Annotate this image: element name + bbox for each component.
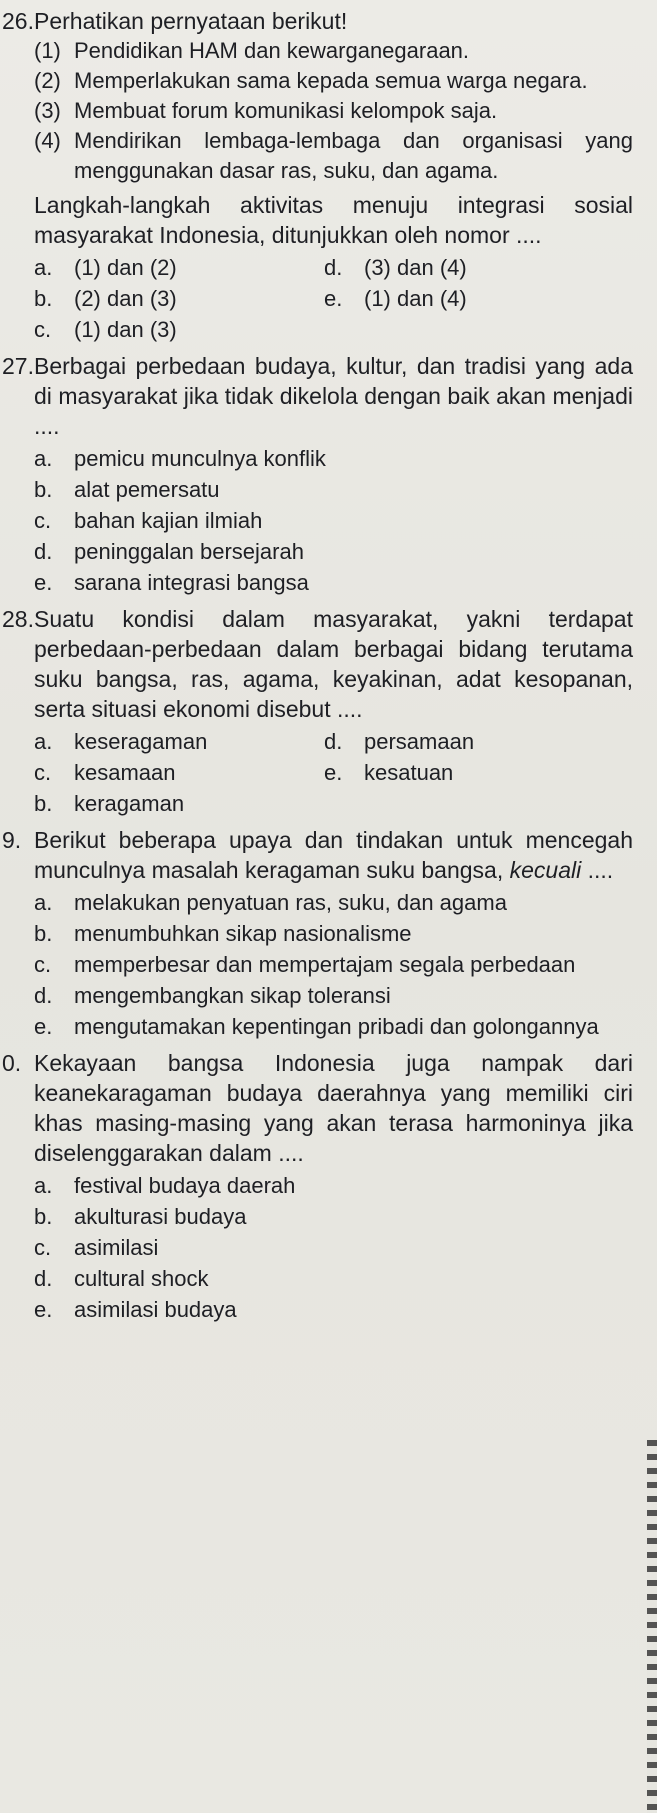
option-text: kesatuan bbox=[364, 760, 454, 785]
option-text: menumbuhkan sikap nasionalisme bbox=[74, 921, 412, 946]
question-exception-word: kecuali bbox=[509, 857, 582, 883]
statement-item bbox=[34, 66, 645, 96]
question-28 bbox=[0, 604, 645, 819]
option-text: alat pemersatu bbox=[74, 477, 220, 502]
option-text: festival budaya daerah bbox=[74, 1173, 296, 1198]
option-text: asimilasi bbox=[74, 1235, 159, 1260]
option-text: (1) dan (3) bbox=[74, 317, 177, 342]
option-letter: e. bbox=[34, 1297, 53, 1322]
option-letter: e. bbox=[324, 286, 343, 311]
option-b[interactable] bbox=[34, 918, 645, 949]
option-text: sarana integrasi bangsa bbox=[74, 570, 309, 595]
question-number: 9. bbox=[2, 827, 22, 853]
option-text: peninggalan bersejarah bbox=[74, 539, 304, 564]
option-letter: a. bbox=[34, 1173, 53, 1198]
option-letter: d. bbox=[34, 1266, 53, 1291]
option-a[interactable] bbox=[34, 726, 324, 757]
question-29 bbox=[0, 825, 645, 1042]
question-text: Berikut beberapa upaya dan tindakan untuk mencegah munculnya masalah keragaman suku bangsa, bbox=[34, 827, 633, 883]
option-b[interactable] bbox=[34, 283, 324, 314]
option-text: pemicu munculnya konflik bbox=[74, 446, 326, 471]
answer-options bbox=[0, 1170, 645, 1325]
option-letter: a. bbox=[34, 446, 53, 471]
option-text: bahan kajian ilmiah bbox=[74, 508, 263, 533]
statement-list bbox=[0, 36, 645, 186]
question-26 bbox=[0, 6, 645, 345]
statement-number: (4) bbox=[34, 128, 61, 153]
option-text: (1) dan (2) bbox=[74, 255, 177, 280]
option-letter: c. bbox=[34, 508, 52, 533]
option-text: (2) dan (3) bbox=[74, 286, 177, 311]
statement-text: Mendirikan lembaga-lembaga dan organisasi yang menggunakan dasar ras, suku, dan agama. bbox=[74, 128, 633, 183]
option-a[interactable] bbox=[34, 443, 645, 474]
statement-text: Membuat forum komunikasi kelompok saja. bbox=[74, 98, 498, 123]
question-stem bbox=[0, 351, 645, 441]
statement-number: (2) bbox=[34, 68, 61, 93]
option-b[interactable] bbox=[34, 788, 324, 819]
option-d[interactable] bbox=[34, 980, 645, 1011]
option-text: (3) dan (4) bbox=[364, 255, 467, 280]
option-letter: b. bbox=[34, 477, 53, 502]
option-letter: b. bbox=[34, 286, 53, 311]
option-text: kesamaan bbox=[74, 760, 176, 785]
question-stem-continued bbox=[0, 190, 645, 250]
option-text: mengembangkan sikap toleransi bbox=[74, 983, 391, 1008]
option-letter: a. bbox=[34, 255, 53, 280]
spiral-binding-edge bbox=[647, 1440, 657, 1813]
option-e[interactable] bbox=[34, 1011, 645, 1042]
option-d[interactable] bbox=[324, 252, 645, 283]
question-number: 0. bbox=[2, 1050, 22, 1076]
option-letter: c. bbox=[34, 760, 52, 785]
question-text: Suatu kondisi dalam masyarakat, yakni terdapat perbedaan-perbedaan dalam berbagai bidang terutama suku bangsa, ras, agama, keyakinan, adat kesopanan, serta situasi ekonomi disebut .... bbox=[34, 606, 633, 722]
statement-text: Pendidikan HAM dan kewarganegaraan. bbox=[74, 38, 470, 63]
statement-number: (1) bbox=[34, 38, 61, 63]
option-letter: d. bbox=[34, 983, 53, 1008]
question-stem bbox=[0, 604, 645, 724]
answer-options bbox=[0, 887, 645, 1042]
option-b[interactable] bbox=[34, 474, 645, 505]
question-stem bbox=[0, 1048, 645, 1168]
answer-options bbox=[0, 726, 645, 819]
option-letter: d. bbox=[34, 539, 53, 564]
option-text: persamaan bbox=[364, 729, 475, 754]
question-text: Kekayaan bangsa Indonesia juga nampak dari keanekaragaman budaya daerahnya yang memiliki ciri khas masing-masing yang akan terasa harmoninya jika diselenggarakan dalam .... bbox=[34, 1050, 633, 1166]
question-text: Langkah-langkah aktivitas menuju integrasi sosial masyarakat Indonesia, ditunjukkan oleh nomor .... bbox=[34, 192, 633, 248]
option-letter: e. bbox=[34, 1014, 53, 1039]
statement-item bbox=[34, 126, 645, 186]
option-letter: e. bbox=[324, 760, 343, 785]
option-a[interactable] bbox=[34, 887, 645, 918]
question-number: 26. bbox=[2, 8, 34, 34]
option-letter: d. bbox=[324, 729, 343, 754]
question-number: 27. bbox=[2, 353, 34, 379]
option-letter: a. bbox=[34, 890, 53, 915]
option-e[interactable] bbox=[324, 283, 645, 314]
question-stem bbox=[0, 6, 645, 36]
option-text: keseragaman bbox=[74, 729, 208, 754]
option-letter: c. bbox=[34, 952, 52, 977]
option-letter: d. bbox=[324, 255, 343, 280]
question-30 bbox=[0, 1048, 645, 1325]
question-text: Perhatikan pernyataan berikut! bbox=[34, 8, 348, 34]
option-text: keragaman bbox=[74, 791, 185, 816]
option-text: mengutamakan kepentingan pribadi dan golongannya bbox=[74, 1014, 599, 1039]
answer-options bbox=[0, 443, 645, 598]
option-b[interactable] bbox=[34, 1201, 645, 1232]
question-ellipsis: .... bbox=[587, 857, 614, 883]
option-letter: b. bbox=[34, 1204, 53, 1229]
option-c[interactable] bbox=[34, 314, 324, 345]
option-letter: c. bbox=[34, 317, 52, 342]
option-c[interactable] bbox=[34, 757, 324, 788]
option-letter: e. bbox=[34, 570, 53, 595]
option-letter: b. bbox=[34, 791, 53, 816]
option-c[interactable] bbox=[34, 949, 645, 980]
option-c[interactable] bbox=[34, 505, 645, 536]
option-letter: a. bbox=[34, 729, 53, 754]
question-text: Berbagai perbedaan budaya, kultur, dan tradisi yang ada di masyarakat jika tidak dikelola dengan baik akan menjadi .... bbox=[34, 353, 633, 439]
option-text: memperbesar dan mempertajam segala perbedaan bbox=[74, 952, 576, 977]
statement-item bbox=[34, 96, 645, 126]
answer-options bbox=[0, 252, 645, 345]
question-stem bbox=[0, 825, 645, 885]
option-d[interactable] bbox=[324, 726, 645, 757]
statement-item bbox=[34, 36, 645, 66]
option-a[interactable] bbox=[34, 252, 324, 283]
option-a[interactable] bbox=[34, 1170, 645, 1201]
option-text: melakukan penyatuan ras, suku, dan agama bbox=[74, 890, 507, 915]
option-d[interactable] bbox=[34, 1263, 645, 1294]
option-d[interactable] bbox=[34, 536, 645, 567]
statement-text: Memperlakukan sama kepada semua warga negara. bbox=[74, 68, 588, 93]
option-c[interactable] bbox=[34, 1232, 645, 1263]
question-27 bbox=[0, 351, 645, 598]
question-number: 28. bbox=[2, 606, 34, 632]
statement-number: (3) bbox=[34, 98, 61, 123]
option-text: (1) dan (4) bbox=[364, 286, 467, 311]
option-text: asimilasi budaya bbox=[74, 1297, 237, 1322]
option-letter: b. bbox=[34, 921, 53, 946]
option-text: akulturasi budaya bbox=[74, 1204, 247, 1229]
option-e[interactable] bbox=[324, 757, 645, 788]
option-e[interactable] bbox=[34, 567, 645, 598]
option-e[interactable] bbox=[34, 1294, 645, 1325]
option-text: cultural shock bbox=[74, 1266, 209, 1291]
option-letter: c. bbox=[34, 1235, 52, 1260]
